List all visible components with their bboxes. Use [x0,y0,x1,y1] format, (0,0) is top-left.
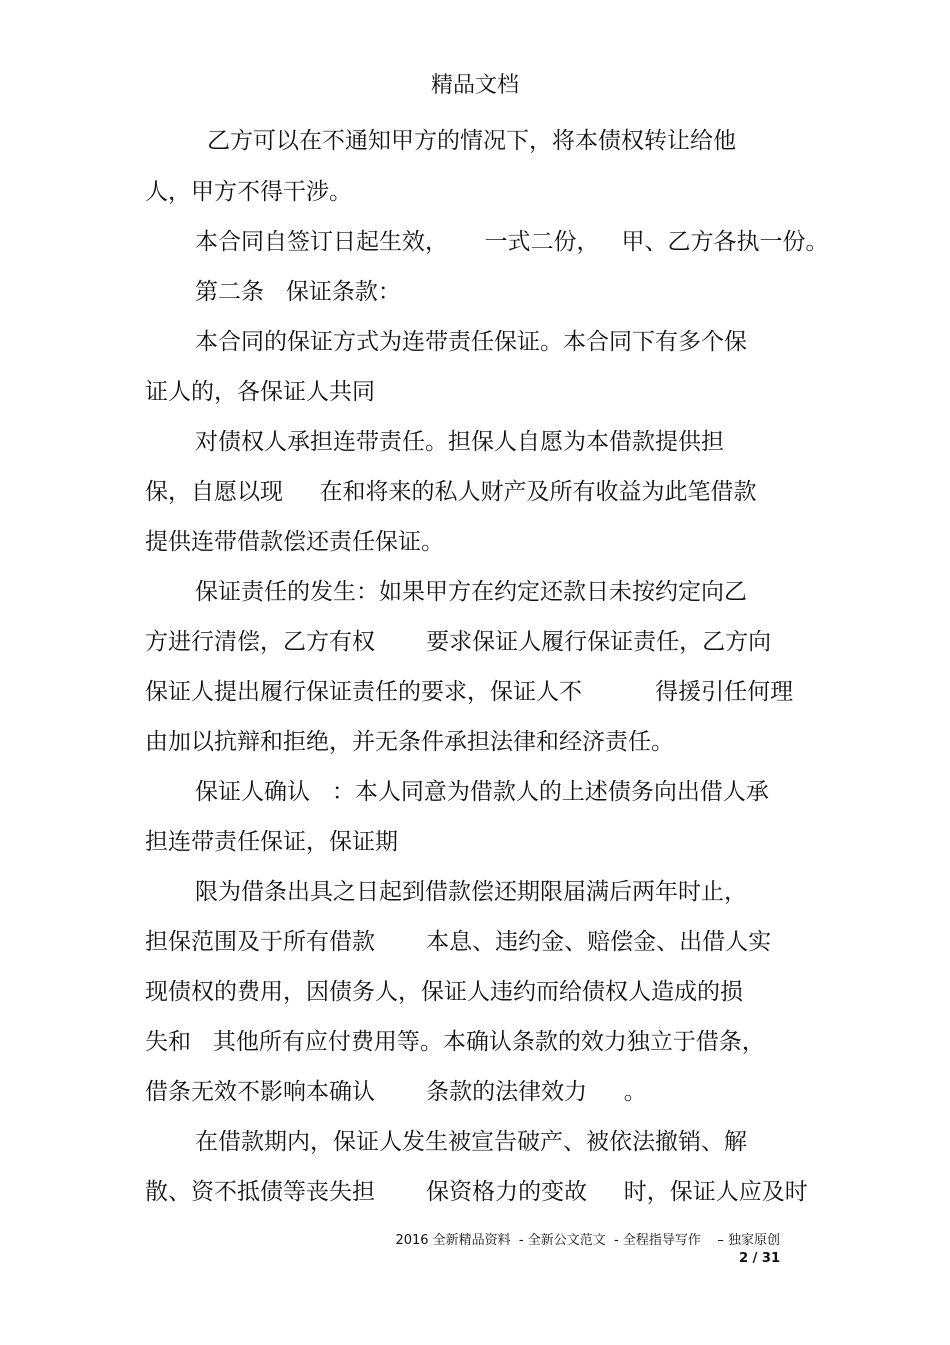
body-line-9: 提供连带借款偿还责任保证。 [145,529,444,555]
body-line-20: 借条无效不影响本确认 条款的法律效力 。 [145,1079,647,1105]
body-line-22: 散、资不抵债等丧失担 保资格力的变故 时，保证人应及时 [145,1179,808,1205]
body-line-15: 担连带责任保证，保证期 [145,829,398,855]
body-line-10: 保证责任的发生：如果甲方在约定还款日未按约定向乙 [195,579,747,605]
body-line-1: 乙方可以在不通知甲方的情况下，将本债权转让给他 [207,128,736,154]
body-line-21: 在借款期内，保证人发生被宣告破产、被依法撤销、解 [195,1129,747,1155]
footer-text: 2016 全新精品资料 - 全新公文范文 - 全程指导写作 – 独家原创 [395,1233,780,1248]
body-line-6: 证人的，各保证人共同 [145,379,375,405]
body-line-5: 本合同的保证方式为连带责任保证。本合同下有多个保 [195,329,747,355]
body-line-2: 人，甲方不得干涉。 [145,179,352,205]
body-line-7: 对债权人承担连带责任。担保人自愿为本借款提供担 [195,429,724,455]
page-number: 2 / 31 [739,1251,780,1266]
body-line-14: 保证人确认 ：本人同意为借款人的上述债务向出借人承 [195,779,769,805]
body-line-13: 由加以抗辩和拒绝，并无条件承担法律和经济责任。 [145,729,674,755]
body-line-17: 担保范围及于所有借款 本息、违约金、赔偿金、出借人实 [145,929,772,955]
body-line-8: 保，自愿以现 在和将来的私人财产及所有收益为此笔借款 [145,479,757,505]
body-line-3: 本合同自签订日起生效， 一式二份， 甲、乙方各执一份。 [195,229,829,255]
body-line-12: 保证人提出履行保证责任的要求，保证人不 得援引任何理 [145,679,794,705]
body-line-4: 第二条 保证条款： [195,279,401,305]
body-line-18: 现债权的费用，因债务人，保证人违约而给债权人造成的损 [145,979,743,1005]
body-line-16: 限为借条出具之日起到借款偿还期限届满后两年时止， [195,879,747,905]
page-header: 精品文档 [430,73,519,98]
body-line-19: 失和 其他所有应付费用等。本确认条款的效力独立于借条， [145,1029,765,1055]
body-line-11: 方进行清偿，乙方有权 要求保证人履行保证责任，乙方向 [145,629,772,655]
